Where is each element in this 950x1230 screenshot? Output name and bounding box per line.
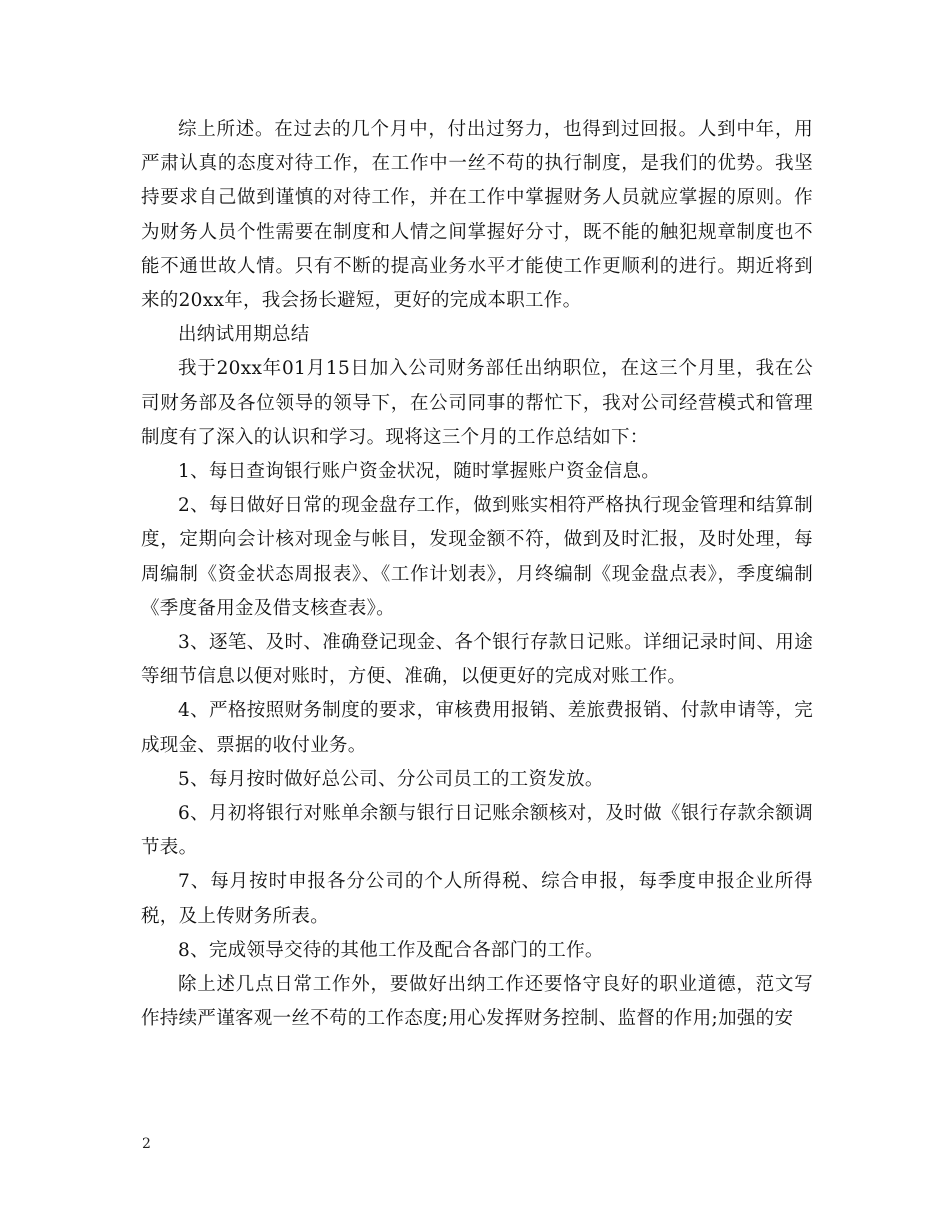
list-item-7: 7、每月按时申报各分公司的个人所得税、综合申报，每季度申报企业所得税，及上传财务所表。 bbox=[141, 871, 813, 927]
paragraph-summary: 综上所述。在过去的几个月中，付出过努力，也得到过回报。人到中年，用严肃认真的态度对待工作，在工作中一丝不苟的执行制度，是我们的优势。我坚持要求自己做到谨慎的对待工作，并在工作中掌握财务人员就应掌握的原则。作为财务人员个性需要在制度和人情之间掌握好分寸，既不能的触犯规章制度也不能不通世故人情。只有不断的提高业务水平才能使工作更顺利的进行。期近将到来的20xx年，我会扬长避短，更好的完成本职工作。 bbox=[141, 119, 813, 312]
section-heading: 出纳试用期总结 bbox=[178, 324, 310, 346]
paragraph-intro: 我于20xx年01月15日加入公司财务部任出纳职位，在这三个月里，我在公司财务部及各位领导的领导下，在公司同事的帮忙下，我对公司经营模式和管理制度有了深入的认识和学习。现将这三个月的工作总结如下： bbox=[141, 358, 813, 448]
list-item-4: 4、严格按照财务制度的要求，审核费用报销、差旅费报销、付款申请等，完成现金、票据的收付业务。 bbox=[141, 700, 813, 756]
list-item-6: 6、月初将银行对账单余额与银行日记账余额核对，及时做《银行存款余额调节表。 bbox=[141, 803, 813, 859]
list-item-8: 8、完成领导交待的其他工作及配合各部门的工作。 bbox=[178, 939, 604, 961]
page-number: 2 bbox=[142, 1136, 151, 1152]
list-item-1: 1、每日查询银行账户资金状况，随时掌握账户资金信息。 bbox=[178, 461, 661, 483]
list-item-2: 2、每日做好日常的现金盘存工作，做到账实相符严格执行现金管理和结算制度，定期向会计核对现金与帐目，发现金额不符，做到及时汇报，及时处理，每周编制《资金状态周报表》、《工作计划表》，月终编制《现金盘点表》，季度编制《季度备用金及借支核查表》。 bbox=[141, 495, 813, 619]
document-body bbox=[141, 113, 813, 1036]
list-item-5: 5、每月按时做好总公司、分公司员工的工资发放。 bbox=[178, 768, 604, 790]
list-item-3: 3、逐笔、及时、准确登记现金、各个银行存款日记账。详细记录时间、用途等细节信息以便对账时，方便、准确，以便更好的完成对账工作。 bbox=[141, 632, 813, 688]
paragraph-closing: 除上述几点日常工作外，要做好出纳工作还要恪守良好的职业道德，范文写作持续严谨客观一丝不苟的工作态度;用心发挥财务控制、监督的作用;加强的安 bbox=[141, 974, 813, 1030]
